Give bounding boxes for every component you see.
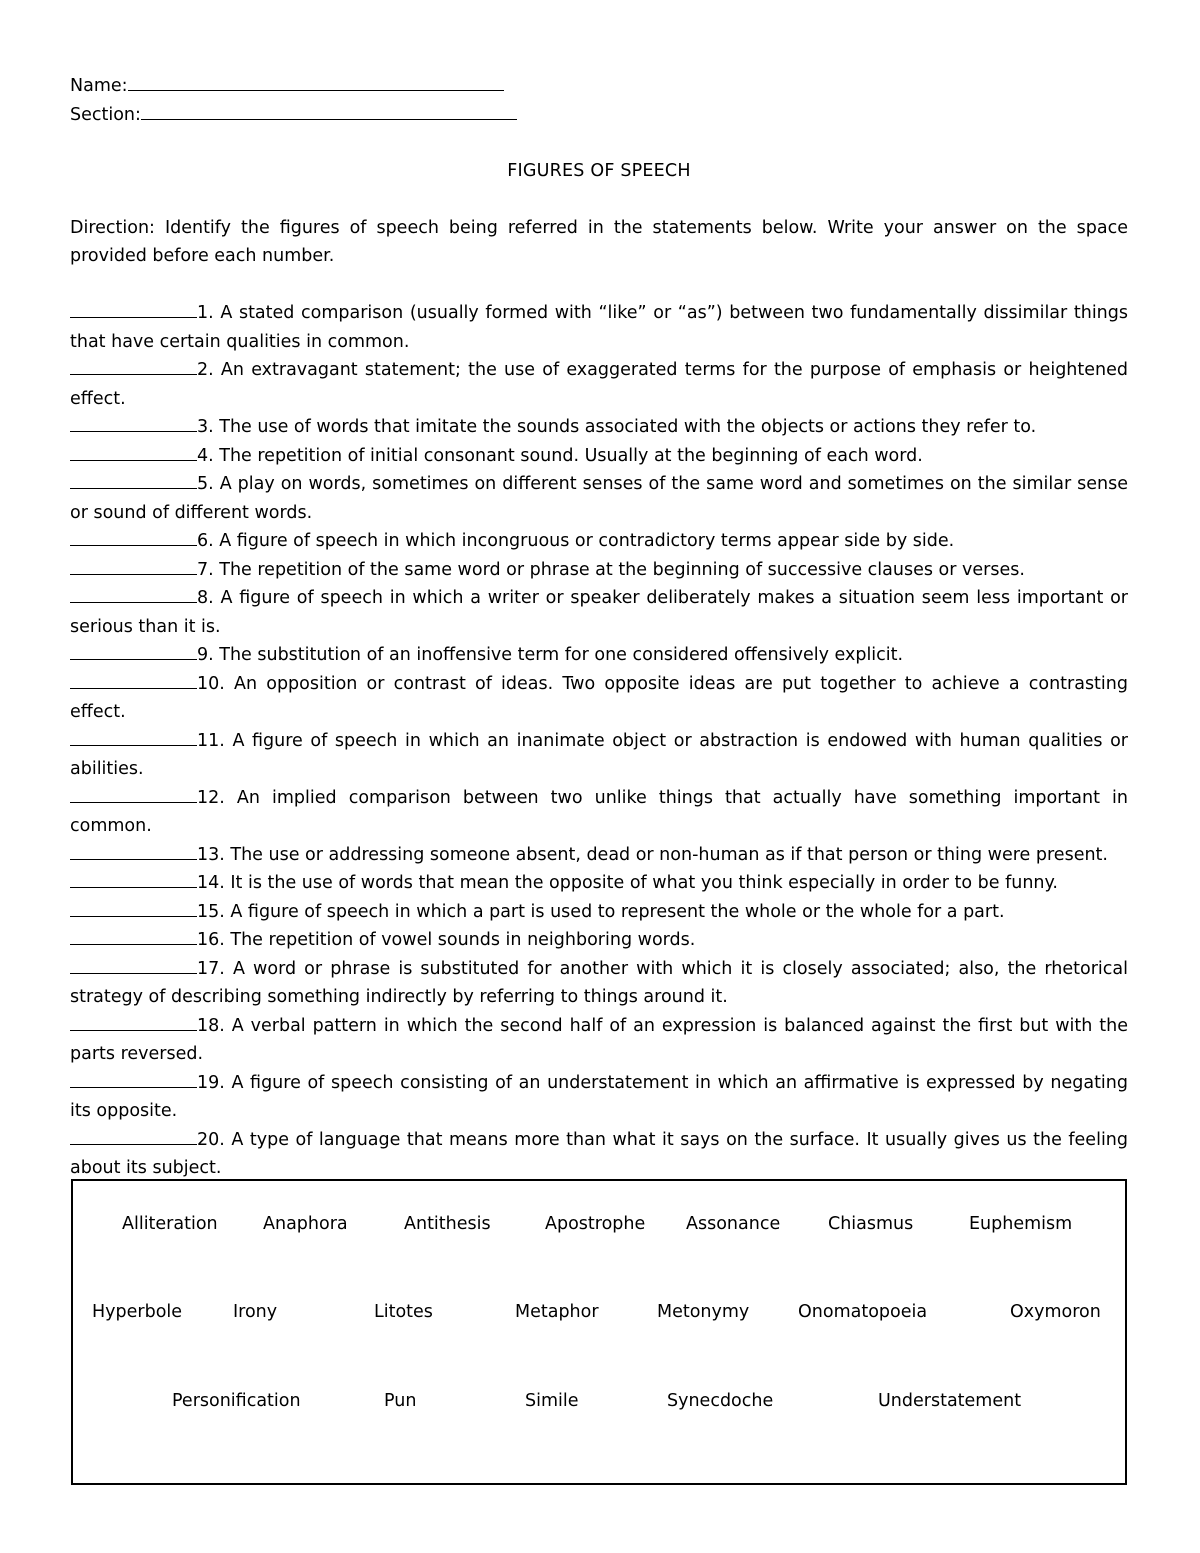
question-item-7 — [70, 556, 1128, 585]
name-label: Name: — [70, 76, 128, 96]
question-text: 18. A verbal pattern in which the second half of an expression is balanced against the first but with the parts reversed. — [70, 1015, 1128, 1064]
question-item-14 — [70, 869, 1128, 898]
answer-blank[interactable] — [70, 470, 197, 489]
question-text: 2. An extravagant statement; the use of exaggerated terms for the purpose of emphasis or heightened effect. — [70, 360, 1128, 409]
question-text: 9. The substitution of an inoffensive term for one considered offensively explicit. — [197, 645, 904, 665]
answer-blank[interactable] — [70, 926, 197, 945]
word-bank-item: Onomatopoeia — [798, 1302, 928, 1322]
word-bank-item: Metaphor — [515, 1302, 599, 1322]
word-bank-item: Anaphora — [263, 1214, 348, 1234]
word-bank-item: Antithesis — [404, 1214, 491, 1234]
question-item-11 — [70, 727, 1128, 784]
question-item-1 — [70, 299, 1128, 356]
answer-blank[interactable] — [70, 527, 197, 546]
page-title: FIGURES OF SPEECH — [507, 161, 691, 181]
question-item-16 — [70, 926, 1128, 955]
answer-blank[interactable] — [70, 670, 197, 689]
word-bank-item: Chiasmus — [828, 1214, 914, 1234]
answer-blank[interactable] — [70, 727, 197, 746]
question-text: 12. An implied comparison between two unlike things that actually have something important in common. — [70, 787, 1128, 836]
question-item-15 — [70, 898, 1128, 927]
question-text: 7. The repetition of the same word or phrase at the beginning of successive clauses or verses. — [197, 559, 1025, 580]
question-text: 1. A stated comparison (usually formed with “like” or “as”) between two fundamentally dissimilar things that have certain qualities in common. — [70, 303, 1128, 352]
word-bank-item: Hyperbole — [92, 1302, 183, 1322]
name-field — [70, 72, 1128, 101]
question-item-2 — [70, 356, 1128, 413]
question-item-3 — [70, 413, 1128, 442]
word-bank-item: Simile — [525, 1391, 579, 1411]
word-bank-item: Euphemism — [969, 1214, 1073, 1234]
question-item-8 — [70, 584, 1128, 641]
answer-blank[interactable] — [70, 584, 197, 603]
question-text: 16. The repetition of vowel sounds in neighboring words. — [197, 930, 696, 950]
question-item-5 — [70, 470, 1128, 527]
word-bank-item: Metonymy — [657, 1302, 750, 1322]
word-bank-item: Litotes — [374, 1302, 433, 1322]
answer-blank[interactable] — [70, 784, 197, 803]
worksheet — [70, 72, 1128, 1183]
question-item-12 — [70, 784, 1128, 841]
question-text: 6. A figure of speech in which incongruous or contradictory terms appear side by side. — [197, 531, 955, 551]
word-bank — [71, 1179, 1127, 1485]
question-text: 17. A word or phrase is substituted for another with which it is closely associated; also, the rhetorical strategy of describing something indirectly by referring to things around it. — [70, 958, 1128, 1007]
question-text: 5. A play on words, sometimes on different senses of the same word and sometimes on the similar sense or sound of different words. — [70, 474, 1128, 523]
answer-blank[interactable] — [70, 413, 197, 432]
answer-blank[interactable] — [70, 869, 197, 888]
question-text: 13. The use or addressing someone absent, dead or non-human as if that person or thing were present. — [197, 844, 1108, 865]
word-bank-item: Understatement — [878, 1391, 1022, 1411]
question-item-17 — [70, 955, 1128, 1012]
name-blank[interactable] — [128, 72, 504, 91]
question-item-9 — [70, 641, 1128, 670]
question-text: 4. The repetition of initial consonant sound. Usually at the beginning of each word. — [197, 445, 923, 466]
answer-blank[interactable] — [70, 299, 197, 318]
question-text: 10. An opposition or contrast of ideas. Two opposite ideas are put together to achieve a contrasting effect. — [70, 673, 1128, 722]
word-bank-item: Assonance — [686, 1214, 781, 1234]
answer-blank[interactable] — [70, 356, 197, 375]
direction-text: Direction: Identify the figures of speech being referred in the statements below. Write your answer on the space provided before each number. — [70, 217, 1128, 266]
word-bank-item: Oxymoron — [1010, 1302, 1101, 1322]
answer-blank[interactable] — [70, 955, 197, 974]
answer-blank[interactable] — [70, 1069, 197, 1088]
section-field — [70, 101, 1128, 130]
question-item-10 — [70, 670, 1128, 727]
answer-blank[interactable] — [70, 556, 197, 575]
question-item-13 — [70, 841, 1128, 870]
question-item-20 — [70, 1126, 1128, 1183]
section-blank[interactable] — [141, 101, 517, 120]
question-text: 20. A type of language that means more than what it says on the surface. It usually gives us the feeling about its subject. — [70, 1129, 1128, 1178]
question-text: 11. A figure of speech in which an inanimate object or abstraction is endowed with human qualities or abilities. — [70, 730, 1128, 779]
answer-blank[interactable] — [70, 442, 197, 461]
question-item-19 — [70, 1069, 1128, 1126]
question-item-6 — [70, 527, 1128, 556]
word-bank-item: Pun — [384, 1391, 417, 1411]
answer-blank[interactable] — [70, 898, 197, 917]
answer-blank[interactable] — [70, 1012, 197, 1031]
question-text: 14. It is the use of words that mean the opposite of what you think especially in order to be funny. — [197, 873, 1058, 893]
word-bank-item: Apostrophe — [545, 1214, 646, 1234]
word-bank-item: Irony — [233, 1302, 278, 1322]
question-item-4 — [70, 442, 1128, 471]
section-label: Section: — [70, 104, 141, 125]
question-text: 3. The use of words that imitate the sounds associated with the objects or actions they refer to. — [197, 417, 1037, 437]
word-bank-item: Synecdoche — [667, 1391, 774, 1411]
word-bank-item: Personification — [172, 1391, 301, 1411]
word-bank-item: Alliteration — [122, 1214, 218, 1234]
question-text: 19. A figure of speech consisting of an understatement in which an affirmative is expressed by negating its opposite. — [70, 1072, 1128, 1121]
answer-blank[interactable] — [70, 841, 197, 860]
question-text: 15. A figure of speech in which a part is used to represent the whole or the whole for a part. — [197, 901, 1005, 922]
answer-blank[interactable] — [70, 1126, 197, 1145]
answer-blank[interactable] — [70, 641, 197, 660]
question-text: 8. A figure of speech in which a writer or speaker deliberately makes a situation seem less important or serious than it is. — [70, 588, 1128, 637]
question-list — [70, 299, 1128, 1183]
question-item-18 — [70, 1012, 1128, 1069]
